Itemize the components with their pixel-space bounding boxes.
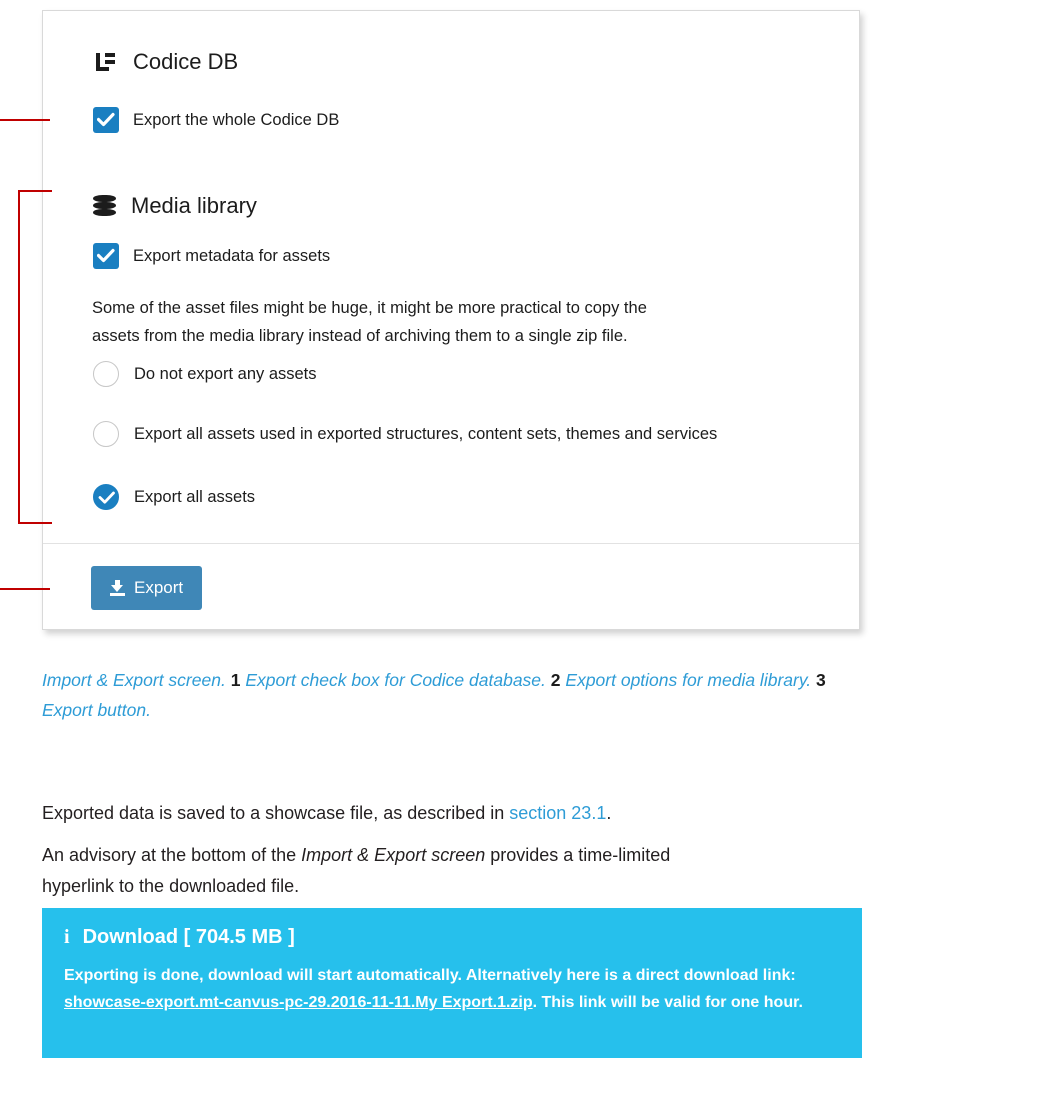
database-icon bbox=[91, 195, 117, 217]
callout-bracket-2 bbox=[18, 190, 52, 524]
body-paragraph-2-emphasis: Import & Export screen bbox=[301, 845, 486, 865]
check-icon bbox=[97, 112, 115, 128]
export-button-label: Export bbox=[134, 578, 184, 597]
media-library-description bbox=[92, 294, 819, 350]
radio-export-used-assets-row[interactable] bbox=[93, 421, 859, 447]
radio-export-all-assets-label: Export all assets bbox=[134, 487, 256, 506]
radio-do-not-export-label: Do not export any assets bbox=[134, 364, 317, 383]
body-paragraph-1-post: . bbox=[606, 803, 612, 823]
radio-export-used-assets-label: Export all assets used in exported structures, content sets, themes and services bbox=[134, 424, 718, 443]
export-button[interactable] bbox=[91, 566, 202, 610]
download-icon bbox=[110, 580, 125, 596]
caption-item-3: Export button. bbox=[42, 700, 151, 720]
media-library-title: Media library bbox=[131, 193, 257, 218]
caption-marker-3: 3 bbox=[816, 670, 826, 690]
banner-title-row bbox=[64, 926, 840, 949]
check-icon bbox=[97, 248, 115, 264]
download-link[interactable]: showcase-export.mt-canvus-pc-29.2016-11-11.My Export.1.zip bbox=[64, 994, 533, 1011]
body-paragraph-2 bbox=[42, 840, 862, 902]
export-whole-codice-db-label: Export the whole Codice DB bbox=[133, 110, 340, 129]
figure-caption bbox=[42, 665, 862, 725]
caption-item-1: Export check box for Codice database. bbox=[245, 670, 546, 690]
export-whole-codice-db-checkbox[interactable] bbox=[93, 107, 119, 133]
radio-export-used-assets[interactable] bbox=[93, 421, 119, 447]
radio-do-not-export-row[interactable] bbox=[93, 361, 859, 387]
panel-divider bbox=[43, 543, 859, 544]
media-library-heading bbox=[91, 193, 829, 219]
body-paragraph-1 bbox=[42, 798, 862, 829]
caption-marker-2: 2 bbox=[550, 670, 561, 690]
body-paragraph-1-pre: Exported data is saved to a showcase file, as described in bbox=[42, 803, 510, 823]
caption-item-2: Export options for media library. bbox=[565, 670, 812, 690]
info-icon: i bbox=[64, 926, 70, 948]
check-icon bbox=[98, 490, 116, 506]
callout-line-1 bbox=[0, 119, 50, 121]
banner-body-post: . This link will be valid for one hour. bbox=[532, 994, 803, 1011]
media-library-section bbox=[91, 193, 829, 219]
banner-body bbox=[64, 962, 840, 1016]
banner-title: Download [ 704.5 MB ] bbox=[82, 926, 295, 948]
download-advisory-banner bbox=[42, 908, 862, 1058]
export-metadata-label: Export metadata for assets bbox=[133, 246, 331, 265]
media-library-description-line2: assets from the media library instead of archiving them to a single zip file. bbox=[92, 327, 628, 345]
export-whole-codice-db-checkbox-row[interactable] bbox=[93, 107, 859, 133]
radio-export-all-assets-row[interactable] bbox=[93, 484, 859, 510]
codice-db-heading bbox=[93, 49, 829, 75]
codice-db-icon bbox=[93, 51, 119, 73]
body-paragraph-2-line2: hyperlink to the downloaded file. bbox=[42, 876, 300, 896]
caption-figure-name: Import & Export screen. bbox=[42, 670, 226, 690]
radio-export-all-assets[interactable] bbox=[93, 484, 119, 510]
media-library-description-line1: Some of the asset files might be huge, it might be more practical to copy the bbox=[92, 299, 647, 317]
codice-db-title: Codice DB bbox=[133, 49, 239, 74]
caption-marker-1: 1 bbox=[230, 670, 241, 690]
export-metadata-checkbox-row[interactable] bbox=[93, 243, 859, 269]
import-export-screenshot bbox=[42, 10, 860, 630]
body-paragraph-2-pre: An advisory at the bottom of the bbox=[42, 845, 302, 865]
radio-do-not-export[interactable] bbox=[93, 361, 119, 387]
export-panel bbox=[42, 10, 860, 630]
body-paragraph-2-post: provides a time-limited bbox=[485, 845, 671, 865]
export-metadata-checkbox[interactable] bbox=[93, 243, 119, 269]
codice-db-section bbox=[93, 49, 829, 75]
section-link[interactable]: section 23.1 bbox=[509, 803, 607, 823]
banner-body-pre: Exporting is done, download will start automatically. Alternatively here is a direct download link: bbox=[64, 967, 796, 984]
callout-line-3 bbox=[0, 588, 50, 590]
